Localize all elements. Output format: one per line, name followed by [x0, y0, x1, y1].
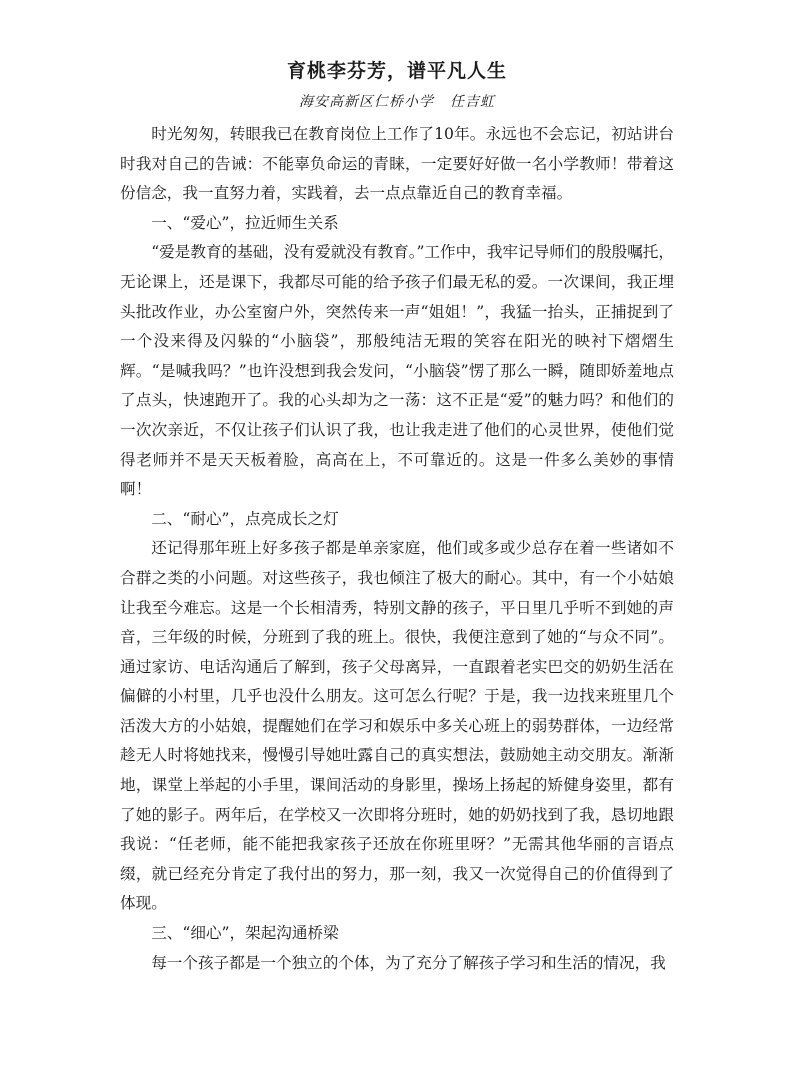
section-heading-1: 一、“爱心”，拉近师生关系 — [151, 213, 339, 232]
school-name: 海安高新区仁桥小学 — [299, 94, 434, 110]
author-name: 任吉虹 — [450, 94, 495, 110]
section-heading-3: 三、“细心”，架起沟通桥梁 — [151, 924, 339, 943]
paragraph-intro: 时光匆匆，转眼我已在教育岗位上工作了10年。永远也不会忘记，初站讲台时我对自己的告诫：不能辜负命运的青睐，一定要好好做一名小学教师！带着这份信念，我一直努力着，实践着，去一点点靠近自己的教育幸福。 — [120, 125, 674, 203]
paragraph-section-2: 还记得那年班上好多孩子都是单亲家庭，他们或多或少总存在着一些诸如不合群之类的小问题。对这些孩子，我也倾注了极大的耐心。其中，有一个小姑娘让我至今难忘。这是一个长相清秀，特别文静的孩子，平日里几乎听不到她的声音，三年级的时候，分班到了我的班上。很快，我便注意到了她的“与众不同”。通过家访、电话沟通后了解到，孩子父母离异，一直跟着老实巴交的奶奶生活在偏僻的小村里，几乎也没什么朋友。这可怎么行呢？于是，我一边找来班里几个活泼大方的小姑娘，提醒她们在学习和娱乐中多关心班上的弱势群体，一边经常趁无人时将她找来，慢慢引导她吐露自己的真实想法，鼓励她主动交朋友。渐渐地，课堂上举起的小手里，课间活动的身影里，操场上扬起的矫健身姿里，都有了她的影子。两年后，在学校又一次即将分班时，她的奶奶找到了我，恳切地跟我说：“任老师，能不能把我家孩子还放在你班里呀？”无需其他华丽的言语点缀，就已经充分肯定了我付出的努力，那一刻，我又一次觉得自己的价值得到了体现。 — [120, 539, 674, 913]
author-line — [0, 91, 794, 111]
paragraph-section-1: “爱是教育的基础，没有爱就没有教育。”工作中，我牢记导师们的殷殷嘱托，无论课上，还是课下，我都尽可能的给予孩子们最无私的爱。一次课间，我正埋头批改作业，办公室窗户外，突然传来一声“姐姐！”，我猛一抬头，正捕捉到了一个没来得及闪躲的“小脑袋”，那般纯洁无瑕的笑容在阳光的映衬下熠熠生辉。“是喊我吗？”也许没想到我会发问，“小脑袋”愣了那么一瞬，随即娇羞地点了点头，快速跑开了。我的心头却为之一荡：这不正是“爱”的魅力吗？和他们的一次次亲近，不仅让孩子们认识了我，也让我走进了他们的心灵世界，使他们觉得老师并不是天天板着脸，高高在上，不可靠近的。这是一件多么美妙的事情啊！ — [120, 243, 674, 499]
page-title: 育桃李芬芳，谱平凡人生 — [286, 60, 507, 82]
article-body — [120, 120, 674, 978]
paragraph-section-3: 每一个孩子都是一个独立的个体，为了充分了解孩子学习和生活的情况，我 — [151, 953, 666, 972]
section-heading-2: 二、“耐心”，点亮成长之灯 — [151, 509, 339, 528]
